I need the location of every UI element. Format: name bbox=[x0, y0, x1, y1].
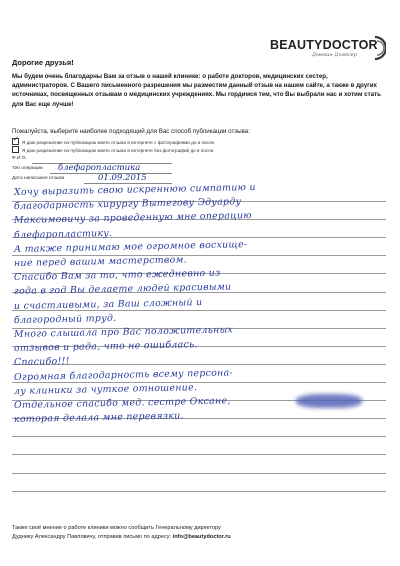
option-without-photos[interactable] bbox=[12, 146, 215, 153]
review-line: благодарность хирургу Вытегову Эдуарду bbox=[13, 196, 242, 213]
date-label: Дата написания отзыва bbox=[12, 176, 65, 181]
signature-image bbox=[296, 394, 362, 408]
greeting: Дорогие друзья! bbox=[12, 58, 74, 67]
review-line: и счастливыми, за Ваш сложный и bbox=[13, 296, 203, 312]
review-line: блефаропластику. bbox=[13, 227, 113, 241]
review-line: благородный труд. bbox=[13, 312, 117, 326]
ruled-line bbox=[12, 454, 386, 455]
checkmark-icon: ✓ bbox=[13, 136, 19, 143]
brand-mark-icon bbox=[370, 36, 386, 60]
review-line: Хочу выразить свою искреннюю симпатию и bbox=[13, 181, 256, 198]
checkbox-without-photos[interactable] bbox=[12, 146, 19, 153]
review-line: отзывов и рада, что не ошиблась. bbox=[13, 339, 198, 355]
checkbox-with-photos[interactable] bbox=[12, 138, 19, 145]
option-without-photos-label: Я даю разрешение на публикацию моего отзыва в интернете без фотографий до и после. bbox=[22, 148, 215, 153]
ruled-line bbox=[12, 382, 386, 383]
review-line: Много слышала про Вас положительных bbox=[13, 324, 234, 340]
ruled-line bbox=[12, 473, 386, 474]
brand-tagline: Дьюкин Дъяксер bbox=[312, 52, 357, 58]
option-with-photos[interactable] bbox=[12, 138, 215, 145]
review-line: которая делала мне перевязки. bbox=[13, 410, 184, 426]
review-line: Отдельное спасибо мед. сестре Оксане, bbox=[13, 395, 231, 411]
fio-label: Ф.И.О. bbox=[12, 156, 27, 161]
review-line: Спасибо Вам за то, что ежедневно из bbox=[13, 267, 221, 284]
review-line: лу клиники за чуткое отношение. bbox=[13, 381, 198, 397]
publication-choice-label: Пожалуйста, выберите наиболее подходящий для Вас способ публикации отзыва: bbox=[12, 128, 250, 135]
footer-line-2: Дуднику Александру Павловичу, отправив письмо по адресу: bbox=[12, 533, 173, 540]
footer-email-link[interactable]: info@beautydoctor.ru bbox=[172, 533, 231, 540]
review-line: А также принимаю мое огромное восхище- bbox=[13, 238, 248, 255]
review-line: Максимовичу за проведенную мне операцию bbox=[13, 210, 253, 227]
review-line: Огромная благодарность всему персона- bbox=[13, 367, 234, 383]
review-line: Спасибо!!! bbox=[13, 356, 70, 369]
brand-logo bbox=[270, 36, 388, 66]
operation-value: блефаропластика bbox=[58, 163, 141, 173]
ruled-line bbox=[12, 491, 386, 492]
review-line: ние перед вашим мастерством. bbox=[13, 254, 188, 269]
review-line: года в год Вы делаете людей красивыми bbox=[13, 281, 232, 298]
operation-label: Тип операции bbox=[12, 166, 43, 171]
intro-text: Мы будем очень благодарны Вам за отзыв о нашей клинике: о работе докторов, медицинских сестер, администраторов. С Вашего письменного разрешения мы разместим данный отзыв на нашем сайте, а также в других источниках, посвященных отзывам о медицинских учреждениях. Мы гордимся тем, что Вы выбрали нас и хотим стать для Вас еще лучше! bbox=[12, 73, 381, 108]
footer-line-1: Также своё мнение о работе клиники можно сообщить Генеральному директору bbox=[12, 525, 221, 531]
ruled-line bbox=[12, 436, 386, 437]
footer-note bbox=[12, 524, 231, 541]
brand-name: BEAUTYDOCTOR bbox=[270, 38, 378, 52]
date-value: 01.09.2015 bbox=[98, 173, 147, 183]
option-with-photos-label: Я даю разрешение на публикацию моего отзыва в интернете с фотографиями до и после. bbox=[22, 140, 216, 145]
